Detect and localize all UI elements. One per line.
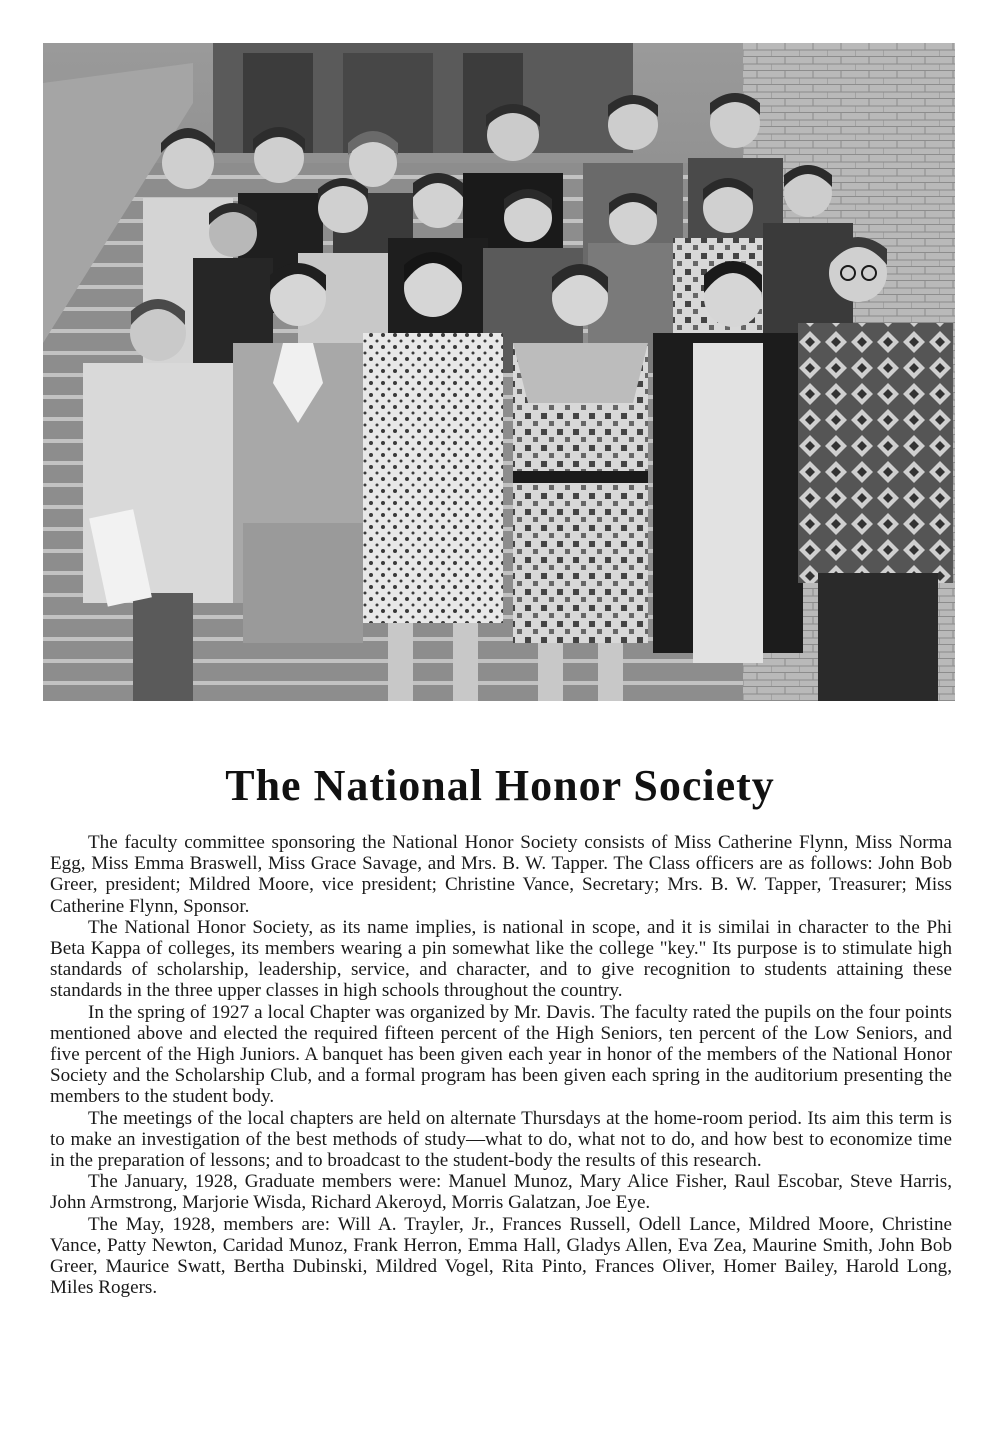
group-photo bbox=[43, 43, 955, 701]
paragraph-meetings: The meetings of the local chapters are held on alternate Thursdays at the home-room period. Its aim this term is to make an investigation of the best methods of study—what to do, what not to do, and how best to economize time in the preparation of lessons; and to broadcast to the student-body the results of this research. bbox=[50, 1107, 952, 1172]
page-title: The National Honor Society bbox=[225, 761, 775, 810]
paragraph-history: In the spring of 1927 a local Chapter was organized by Mr. Davis. The faculty rated the pupils on the four points mentioned above and elected the required fifteen percent of the High Seniors, ten percent of the Low Seniors, and five percent of the High Juniors. A banquet has been given each year in honor of the members of the National Honor Society and the Scholarship Club, and a formal program has been given each spring in the auditorium presenting the members to the student body. bbox=[50, 1001, 952, 1108]
paragraph-faculty-committee: The faculty committee sponsoring the National Honor Society consists of Miss Catherine Flynn, Miss Norma Egg, Miss Emma Braswell, Miss Grace Savage, and Mrs. B. W. Tapper. The Class officers are as follows: John Bob Greer, president; Mildred Moore, vice president; Christine Vance, Secretary; Mrs. B. W. Tapper, Treasurer; Miss Catherine Flynn, Sponsor. bbox=[50, 832, 952, 917]
paragraph-purpose: The National Honor Society, as its name implies, is national in scope, and it is similai in character to the Phi Beta Kappa of colleges, its members wearing a pin somewhat like the college "key." Its purpose is to stimulate high standards of scholarship, leadership, service, and character, and to give recognition to students attaining these standards in the three upper classes in high schools throughout the country. bbox=[50, 916, 952, 1002]
paragraph-january-members: The January, 1928, Graduate members were: Manuel Munoz, Mary Alice Fisher, Raul Escobar, Steve Harris, John Armstrong, Marjorie Wisda, Richard Akeroyd, Morris Galatzan, Joe Eye. bbox=[50, 1171, 952, 1214]
group-photo-illustration bbox=[43, 43, 955, 701]
article-body bbox=[50, 832, 952, 1298]
paragraph-may-members: The May, 1928, members are: Will A. Trayler, Jr., Frances Russell, Odell Lance, Mildred Moore, Christine Vance, Patty Newton, Caridad Munoz, Frank Herron, Emma Hall, Gladys Allen, Eva Zea, Maurine Smith, John Bob Greer, Maurice Swatt, Bertha Dubinski, Mildred Vogel, Rita Pinto, Frances Oliver, Homer Bailey, Harold Long, Miles Rogers. bbox=[50, 1213, 952, 1299]
